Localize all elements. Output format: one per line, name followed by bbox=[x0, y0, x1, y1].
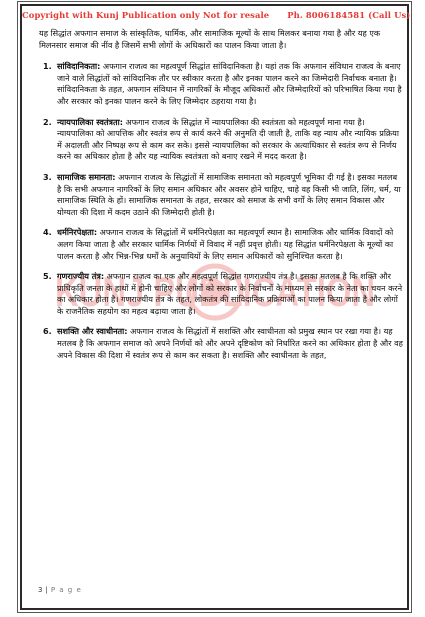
list-item bbox=[39, 117, 403, 163]
page-number: 3 bbox=[38, 586, 43, 594]
document-body bbox=[39, 28, 403, 370]
item-number: 5. bbox=[43, 271, 52, 282]
item-number: 1. bbox=[43, 61, 52, 72]
watermark-text: KUNJ PUBLICATION bbox=[55, 268, 375, 315]
item-text: अफगान राजत्व के सिद्धांतों में धर्मनिरपेक्षता का महत्वपूर्ण स्थान है। सामाजिक और धार्मिक विवादों को अलग किया जाता है और सरकार धार्मिक निर्णयों में विवाद में नहीं प्रवृत्त होती। यह सिद्धांत धर्मनिरपेक्षता के मूल्यों का पालन करता है और भिन्न-भिन्न धर्मों के अनुयायियों के लिए समान अधिकारों को सुनिश्चित करता है। bbox=[57, 227, 394, 261]
item-text: अफगान राजत्व का एक और महत्वपूर्ण सिद्धांत गणराज्यीय तंत्र है। इसका मतलब है कि शक्ति और प्राधिकृति जनता के हाथों में होनी चाहिए और लोगों को सरकार के निर्वाचनों के माध्यम से सरकार के नेता का चयन करने का अधिकार होता है। गणराज्यीय तंत्र के तहत, लोकतंत्र की सांविदानिक प्रक्रियाओं का पालन किया जाता है और लोगों के राजनैतिक सहयोग का महत्व बढ़ाया जाता है। bbox=[57, 271, 403, 316]
item-term: सांविदानिकता: bbox=[57, 61, 101, 72]
page-label: P a g e bbox=[50, 586, 82, 594]
list-item bbox=[39, 326, 403, 361]
item-number: 3. bbox=[43, 171, 52, 182]
list-item bbox=[39, 271, 403, 317]
item-term: सशक्ति और स्वाधीनता: bbox=[57, 326, 128, 337]
intro-paragraph: यह सिद्धांत अफगान समाज के सांस्कृतिक, धार्मिक, और सामाजिक मूल्यों के साथ मिलकर बनाया गया है और यह एक मिलनसार समाज की नींव है जिसमें सभी लोगों के अधिकारों का पालन किया जाता है। bbox=[39, 28, 381, 50]
copyright-notice: Copyright with Kunj Publication only Not for resale bbox=[22, 10, 270, 20]
item-term: गणराज्यीय तंत्र: bbox=[57, 271, 105, 282]
item-number: 4. bbox=[43, 227, 52, 238]
page-header bbox=[22, 10, 411, 20]
document-page bbox=[20, 4, 409, 610]
item-term: धर्मनिरपेक्षता: bbox=[57, 227, 98, 238]
list-item bbox=[39, 227, 403, 262]
list-item bbox=[39, 172, 403, 218]
item-text: अफगान राजत्व के सिद्धांत में न्यायपालिका की स्वतंत्रता को महत्वपूर्ण माना गया है। न्यायपालिका को आपत्तिक और स्वतंत्र रूप से कार्य करने की अनुमति दी जाती है, ताकि वह न्याय और न्यायिक प्रक्रिया में अदालती और निष्पक्ष रूप से काम कर सके। इससे न्यायपालिका को सरकार के अत्याधिकार से स्वतंत्र रूप से निर्णय करने का अधिकार होता है और यह न्यायिक स्वतंत्रता को बनाए रखने में मदद करता है। bbox=[57, 116, 399, 162]
item-text: अफगान राजत्व के सिद्धांतों में सशक्ति और स्वाधीनता को प्रमुख स्थान पर रखा गया है। यह मतलब है कि अफगान समाज को अपने निर्णयों को और अपने दृष्टिकोण को निर्धारित करने का अधिकार होता है और वह अपने विकास की दिशा में स्वतंत्र रूप से काम कर सकता है। सशक्ति और स्वाधीनता के तहत, bbox=[57, 326, 403, 360]
page-footer bbox=[38, 586, 82, 594]
contact-phone: Ph. 8006184581 (Call Us) bbox=[287, 10, 411, 20]
list-item bbox=[39, 61, 403, 107]
item-number: 2. bbox=[43, 116, 52, 127]
item-term: सामाजिक समानता: bbox=[57, 171, 116, 182]
item-term: न्यायपालिका स्वतंत्रता: bbox=[57, 116, 123, 127]
item-text: अफगान राजत्व के सिद्धांतों में सामाजिक समानता को महत्वपूर्ण भूमिका दी गई है। इसका मतलब है कि सभी अफगान नागरिकों के लिए समान अधिकार और अवसर होने चाहिए, चाहे वह किसी भी जाति, लिंग, धर्म, या सामाजिक स्थिति के हों। सामाजिक समानता के तहत, सरकार को समाज के सभी वर्गों के लिए समान विकास और योग्यता की दिशा में कदम उठाने की जिम्मेदारी होती है। bbox=[57, 171, 401, 217]
item-number: 6. bbox=[43, 326, 52, 337]
item-text: अफगान राजत्व का महत्वपूर्ण सिद्धांत सांविदानिकता है। यहां तक कि अफगान संविधान राजत्व के बनाए जाने वाले सिद्धांतों को सांविदानिक तौर पर स्वीकार करता है और इनका पालन करने का जिम्मेदारी निर्वाचक बनाता है। सांविदानिकता के तहत, अफगान संविधान में नागरिकों के मौजूद अधिकारों और जिम्मेदारियों को परिभाषित किया गया है और सरकार को इनका पालन करने के लिए जिम्मेदार ठहराया गया है। bbox=[57, 61, 402, 106]
footer-divider: | bbox=[45, 586, 48, 594]
